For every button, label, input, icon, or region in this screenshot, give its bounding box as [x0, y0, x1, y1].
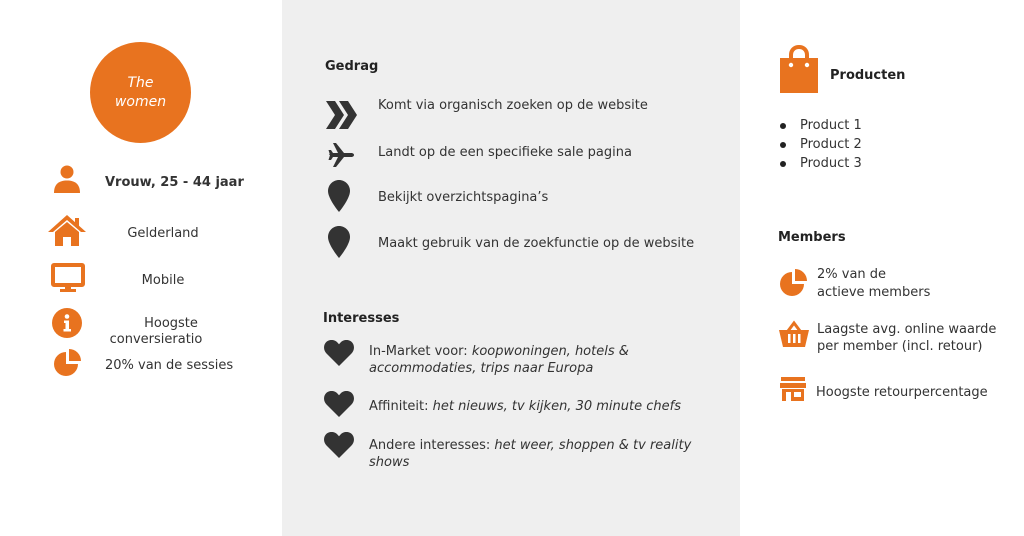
- interest-affinity: Affiniteit: het nieuws, tv kijken, 30 minute chefs: [369, 399, 681, 414]
- heart-icon: [324, 340, 354, 366]
- list-item: Product 2: [778, 135, 862, 154]
- gedrag-text-1: Komt via organisch zoeken op de website: [378, 98, 648, 113]
- members-active-line1: 2% van de: [817, 267, 887, 282]
- gedrag-heading: Gedrag: [325, 59, 379, 74]
- home-icon: [46, 213, 88, 247]
- interesses-heading: Interesses: [323, 311, 400, 326]
- sessions-text: 20% van de sessies: [105, 358, 234, 373]
- members-heading: Members: [778, 230, 846, 245]
- heart-icon: [324, 432, 354, 458]
- info-icon: [52, 308, 82, 338]
- interest-in-market-line1: In-Market voor: koopwoningen, hotels &: [369, 344, 629, 359]
- conversion-text-line2: conversieratio: [109, 332, 203, 347]
- list-item: Product 3: [778, 154, 862, 173]
- members-value-line1: Laagste avg. online waarde: [817, 322, 997, 337]
- producten-heading: Producten: [830, 68, 906, 83]
- persona-circle: [90, 42, 191, 143]
- persona-title-line2: women: [114, 93, 167, 110]
- gedrag-text-4: Maakt gebruik van de zoekfunctie op de website: [378, 236, 695, 251]
- basket-icon: [779, 320, 809, 348]
- conversion-text-line1: Hoogste: [144, 316, 198, 331]
- store-icon: [780, 377, 806, 401]
- double-chevron-icon: [325, 101, 359, 129]
- interest-other-line1: Andere interesses: het weer, shoppen & tv reality: [369, 438, 692, 453]
- map-pin-icon: [328, 226, 350, 258]
- gedrag-text-3: Bekijkt overzichtspagina’s: [378, 190, 549, 205]
- interest-in-market-line2: accommodaties, trips naar Europa: [369, 361, 594, 376]
- region-text: Gelderland: [127, 226, 199, 241]
- shopping-bag-icon: [778, 45, 820, 93]
- pie-chart-icon: [52, 349, 84, 379]
- device-text: Mobile: [141, 273, 185, 288]
- members-value-line2: per member (incl. retour): [817, 339, 983, 354]
- map-pin-icon: [328, 180, 350, 212]
- gedrag-text-2: Landt op de een specifieke sale pagina: [378, 145, 632, 160]
- demographic-text: Vrouw, 25 - 44 jaar: [105, 175, 244, 190]
- airplane-icon: [327, 142, 355, 168]
- members-returns: Hoogste retourpercentage: [816, 385, 988, 400]
- pie-chart-icon: [778, 269, 810, 299]
- heart-icon: [324, 391, 354, 417]
- product-list: [778, 116, 862, 173]
- persona-title-line1: The: [127, 74, 154, 91]
- list-item: Product 1: [778, 116, 862, 135]
- interest-other-line2: shows: [369, 455, 410, 470]
- members-active-line2: actieve members: [817, 285, 931, 300]
- monitor-icon: [51, 263, 85, 293]
- person-icon: [52, 165, 82, 193]
